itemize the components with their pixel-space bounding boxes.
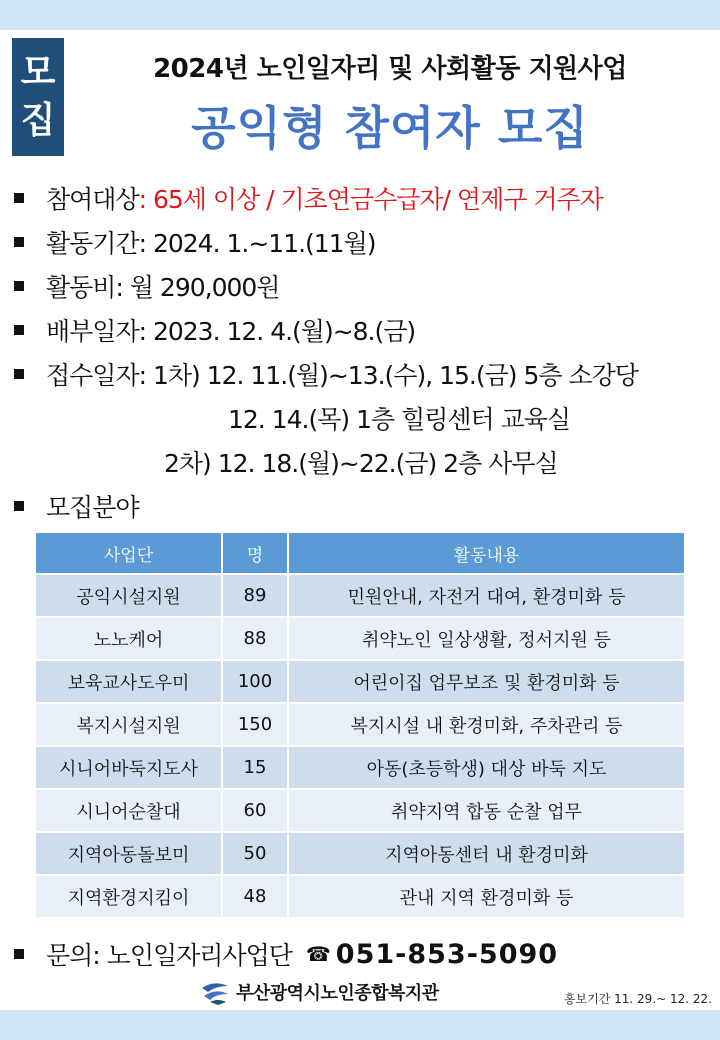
table-row <box>36 574 684 617</box>
reception-text-3: 2차) 12. 18.(월)~22.(금) 2층 사무실 <box>164 449 558 478</box>
team-cell: 공익시설지원 <box>36 574 222 617</box>
header-team: 사업단 <box>36 533 222 574</box>
count-cell: 48 <box>222 875 288 918</box>
bullet-icon <box>14 501 24 511</box>
table-row <box>36 832 684 875</box>
activity-cell: 지역아동센터 내 환경미화 <box>288 832 684 875</box>
table-row <box>36 875 684 918</box>
top-band <box>0 0 720 30</box>
header-count: 명 <box>222 533 288 574</box>
phone-icon: ☎ <box>305 942 330 966</box>
table-row <box>36 660 684 703</box>
team-cell: 노노케어 <box>36 617 222 660</box>
team-cell: 보육교사도우미 <box>36 660 222 703</box>
activity-cell: 민원안내, 자전거 대여, 환경미화 등 <box>288 574 684 617</box>
table-row <box>36 789 684 832</box>
distribution-item <box>12 312 415 348</box>
table-row <box>36 746 684 789</box>
badge-char-1: 모 <box>20 52 56 93</box>
contact-label: 문의: 노인일자리사업단 <box>46 941 292 970</box>
title-line-1: 2024년 노인일자리 및 사회활동 지원사업 <box>153 54 627 84</box>
reception-text-1: 접수일자: 1차) 12. 11.(월)~13.(수), 15.(금) 5층 소강당 <box>46 361 638 390</box>
activity-cell: 복지시설 내 환경미화, 주차관리 등 <box>288 703 684 746</box>
activity-cell: 어린이집 업무보조 및 환경미화 등 <box>288 660 684 703</box>
team-cell: 시니어순찰대 <box>36 789 222 832</box>
recruit-table <box>36 533 684 919</box>
activity-cell: 관내 지역 환경미화 등 <box>288 875 684 918</box>
organization-name: 부산광역시노인종합복지관 <box>236 983 439 1004</box>
bottom-band <box>0 1010 720 1040</box>
phone-number[interactable]: 051-853-5090 <box>335 938 559 970</box>
activity-cell: 취약노인 일상생활, 정서지원 등 <box>288 617 684 660</box>
fields-item <box>12 488 139 524</box>
team-cell: 시니어바둑지도사 <box>36 746 222 789</box>
period-item <box>12 224 376 260</box>
reception-text-2: 12. 14.(목) 1층 힐링센터 교육실 <box>228 405 571 434</box>
header-activity: 활동내용 <box>288 533 684 574</box>
count-cell: 89 <box>222 574 288 617</box>
period-text: 활동기간: 2024. 1.~11.(11월) <box>46 229 376 258</box>
promotion-period: 홍보기간 11. 29.~ 12. 22. <box>563 992 712 1006</box>
bullet-icon <box>14 369 24 379</box>
organization-footer <box>200 978 439 1006</box>
bullet-icon <box>14 949 24 959</box>
bullet-icon <box>14 237 24 247</box>
target-label: 참여대상 <box>46 185 139 214</box>
activity-cell: 아동(초등학생) 대상 바둑 지도 <box>288 746 684 789</box>
table-row <box>36 617 684 660</box>
fields-label: 모집분야 <box>46 493 139 522</box>
title-line-2: 공익형 참여자 모집 <box>191 101 589 155</box>
team-cell: 지역아동돌보미 <box>36 832 222 875</box>
team-cell: 지역환경지킴이 <box>36 875 222 918</box>
target-value: : 65세 이상 / 기초연금수급자/ 연제구 거주자 <box>138 185 603 214</box>
activity-cell: 취약지역 합동 순찰 업무 <box>288 789 684 832</box>
table-header-row <box>36 533 684 574</box>
count-cell: 150 <box>222 703 288 746</box>
count-cell: 88 <box>222 617 288 660</box>
team-cell: 복지시설지원 <box>36 703 222 746</box>
count-cell: 60 <box>222 789 288 832</box>
target-item <box>12 180 603 216</box>
pay-item <box>12 268 279 304</box>
badge-char-2: 집 <box>20 100 56 141</box>
table-row <box>36 703 684 746</box>
bullet-icon <box>14 325 24 335</box>
bullet-icon <box>14 193 24 203</box>
organization-logo-icon <box>200 978 230 1006</box>
distribution-text: 배부일자: 2023. 12. 4.(월)~8.(금) <box>46 317 416 346</box>
contact-item <box>12 936 558 972</box>
count-cell: 50 <box>222 832 288 875</box>
count-cell: 100 <box>222 660 288 703</box>
count-cell: 15 <box>222 746 288 789</box>
bullet-icon <box>14 281 24 291</box>
recruit-badge <box>12 38 64 156</box>
reception-item <box>12 356 638 392</box>
pay-text: 활동비: 월 290,000원 <box>46 273 280 302</box>
